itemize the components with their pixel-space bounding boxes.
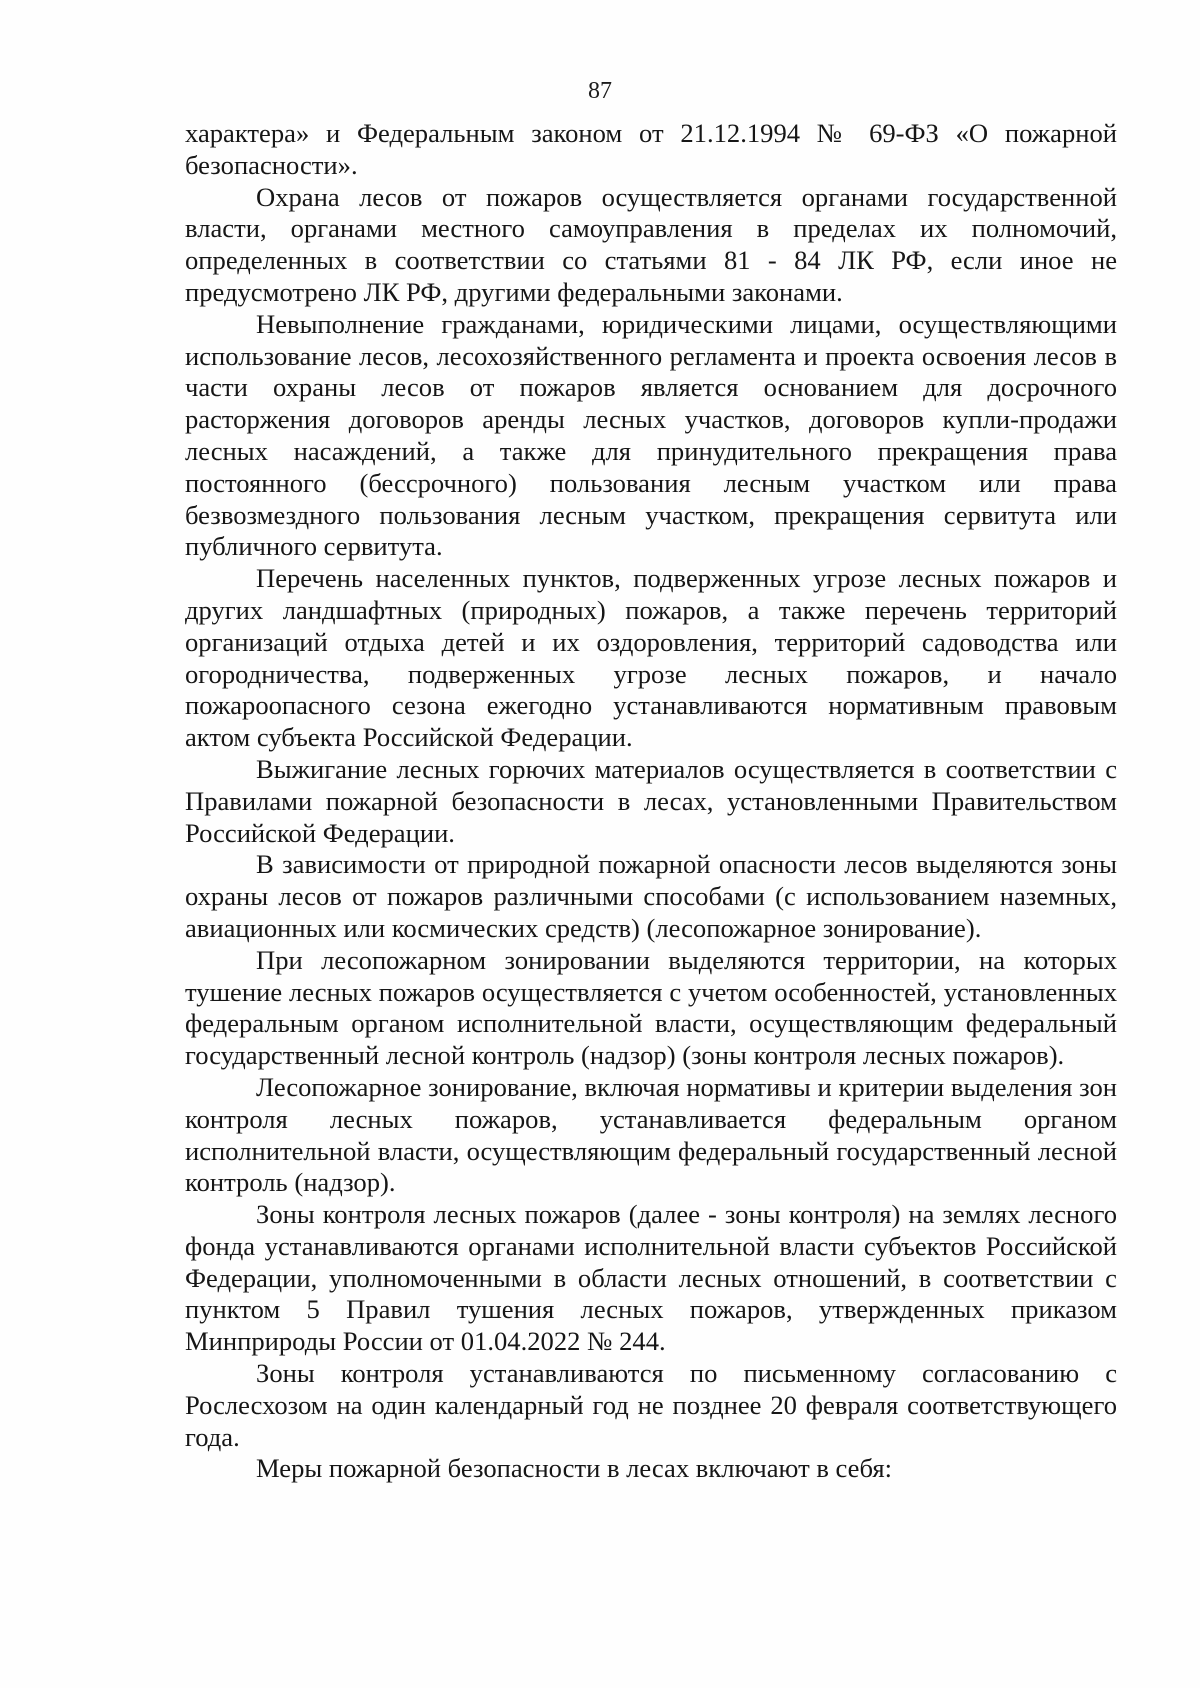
paragraph-non-compliance: Невыполнение гражданами, юридическими лицами, осуществляющими использование лесов, лесохозяйственного регламента и проекта освоения лесов в части охраны лесов от пожаров является основанием для досрочного расторжения договоров аренды лесных участков, договоров купли-продажи лесных насаждений, а также для принудительного прекращения права постоянного (бессрочного) пользования лесным участком или права безвозмездного пользования лесным участком, прекращения сервитута или публичного сервитута. [185,308,1117,562]
paragraph-forest-protection-authorities: Охрана лесов от пожаров осуществляется органами государственной власти, органами местного самоуправления в пределах их полномочий, определенных в соответствии со статьями 81 - 84 ЛК РФ, если иное не предусмотрено ЛК РФ, другими федеральными законами. [185,181,1117,307]
paragraph-control-zones-establishment: Зоны контроля лесных пожаров (далее - зоны контроля) на землях лесного фонда устанавливаются органами исполнительной власти субъектов Российской Федерации, уполномоченными в области лесных отношений, в соответствии с пунктом 5 Правил тушения лесных пожаров, утвержденных приказом Минприроды России от 01.04.2022 № 244. [185,1199,1117,1357]
paragraph-control-zones-approval: Зоны контроля устанавливаются по письменному согласованию с Рослесхозом на один календарный год не позднее 20 февраля соответствующего года. [185,1358,1117,1452]
paragraph-fire-safety-measures: Меры пожарной безопасности в лесах включают в себя: [256,1453,892,1484]
document-body [185,118,1117,1485]
paragraph-fire-zoning: В зависимости от природной пожарной опасности лесов выделяются зоны охраны лесов от пожаров различными способами (с использованием наземных, авиационных или космических средств) (лесопожарное зонирование). [185,849,1117,943]
page-number: 87 [588,78,612,104]
paragraph-control-zones-definition: При лесопожарном зонировании выделяются территории, на которых тушение лесных пожаров осуществляется с учетом особенностей, установленных федеральным органом исполнительной власти, осуществляющим федеральный государственный лесной контроль (надзор) (зоны контроля лесных пожаров). [185,944,1117,1071]
paragraph-settlements-list: Перечень населенных пунктов, подверженных угрозе лесных пожаров и других ландшафтных (природных) пожаров, а также перечень территорий организаций отдыха детей и их оздоровления, территорий садоводства или огородничества, подверженных угрозе лесных пожаров, и начало пожароопасного сезона ежегодно устанавливаются нормативным правовым актом субъекта Российской Федерации. [185,563,1117,753]
paragraph-zoning-criteria: Лесопожарное зонирование, включая нормативы и критерии выделения зон контроля лесных пожаров, устанавливается федеральным органом исполнительной власти, осуществляющим федеральный государственный лесной контроль (надзор). [185,1071,1117,1198]
paragraph-burning-materials: Выжигание лесных горючих материалов осуществляется в соответствии с Правилами пожарной безопасности в лесах, установленными Правительством Российской Федерации. [185,753,1117,848]
paragraph-continuation: характера» и Федеральным законом от 21.12.1994 № 69-ФЗ «О пожарной безопасности». [185,118,1117,180]
